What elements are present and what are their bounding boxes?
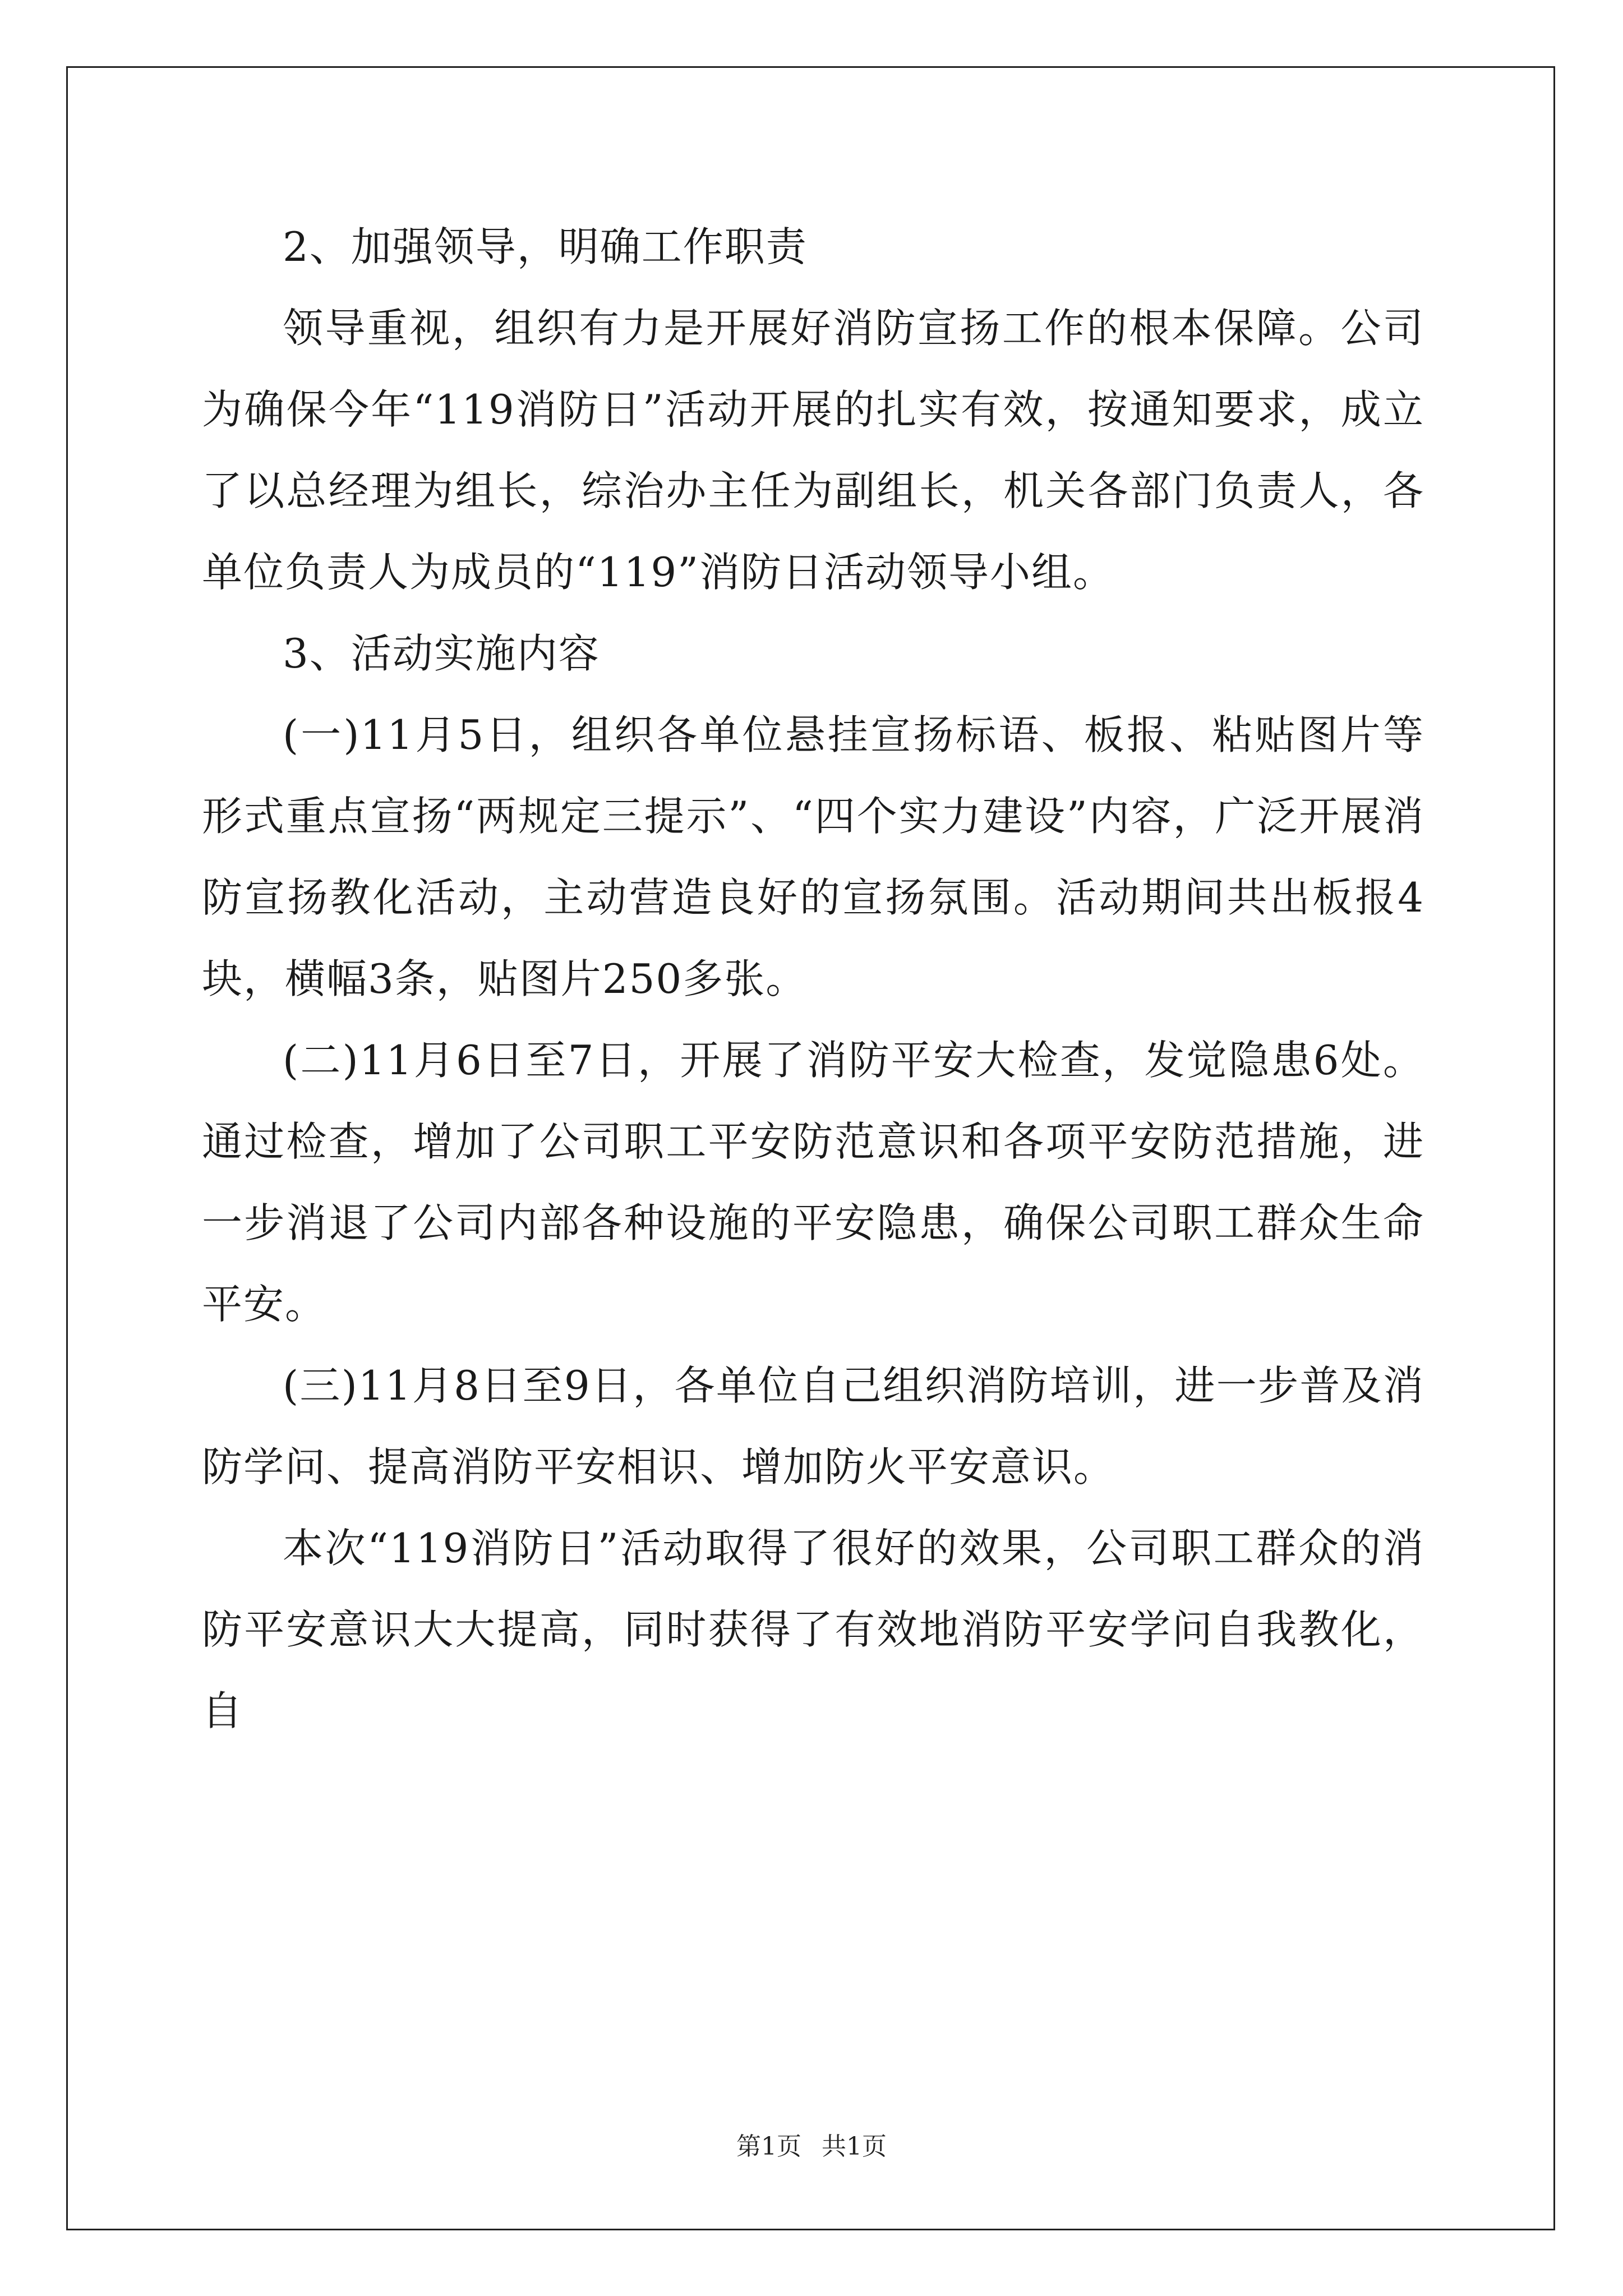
section-heading-3: 3、活动实施内容 (283, 630, 600, 677)
section-heading-2: 2、加强领导，明确工作职责 (283, 223, 808, 270)
paragraph-summary: 本次“119消防日”活动取得了很好的效果，公司职工群众的消防平安意识大大提高，同时获得了有效地消防平安学问自我教化，自 (202, 1525, 1424, 1734)
paragraph-item-1: (一)11月5日，组织各单位悬挂宣扬标语、板报、粘贴图片等形式重点宣扬“两规定三提示”、“四个实力建设”内容，广泛开展消防宣扬教化活动，主动营造良好的宣扬氛围。活动期间共出板报4块，横幅3条，贴图片250多张。 (202, 711, 1424, 1002)
page-number-current: 第1页 (736, 2132, 801, 2161)
document-body (202, 206, 1424, 1752)
page-footer (0, 2126, 1623, 2162)
paragraph-leadership: 领导重视，组织有力是开展好消防宣扬工作的根本保障。公司为确保今年“119消防日”活动开展的扎实有效，按通知要求，成立了以总经理为组长，综治办主任为副组长，机关各部门负责人，各单位负责人为成员的“119”消防日活动领导小组。 (202, 305, 1424, 596)
paragraph-item-2: (二)11月6日至7日，开展了消防平安大检查，发觉隐患6处。通过检查，增加了公司职工平安防范意识和各项平安防范措施，进一步消退了公司内部各种设施的平安隐患，确保公司职工群众生命平安。 (202, 1037, 1424, 1328)
paragraph-item-3: (三)11月8日至9日，各单位自己组织消防培训，进一步普及消防学问、提高消防平安相识、增加防火平安意识。 (202, 1362, 1424, 1490)
page-number-total: 共1页 (822, 2132, 887, 2161)
